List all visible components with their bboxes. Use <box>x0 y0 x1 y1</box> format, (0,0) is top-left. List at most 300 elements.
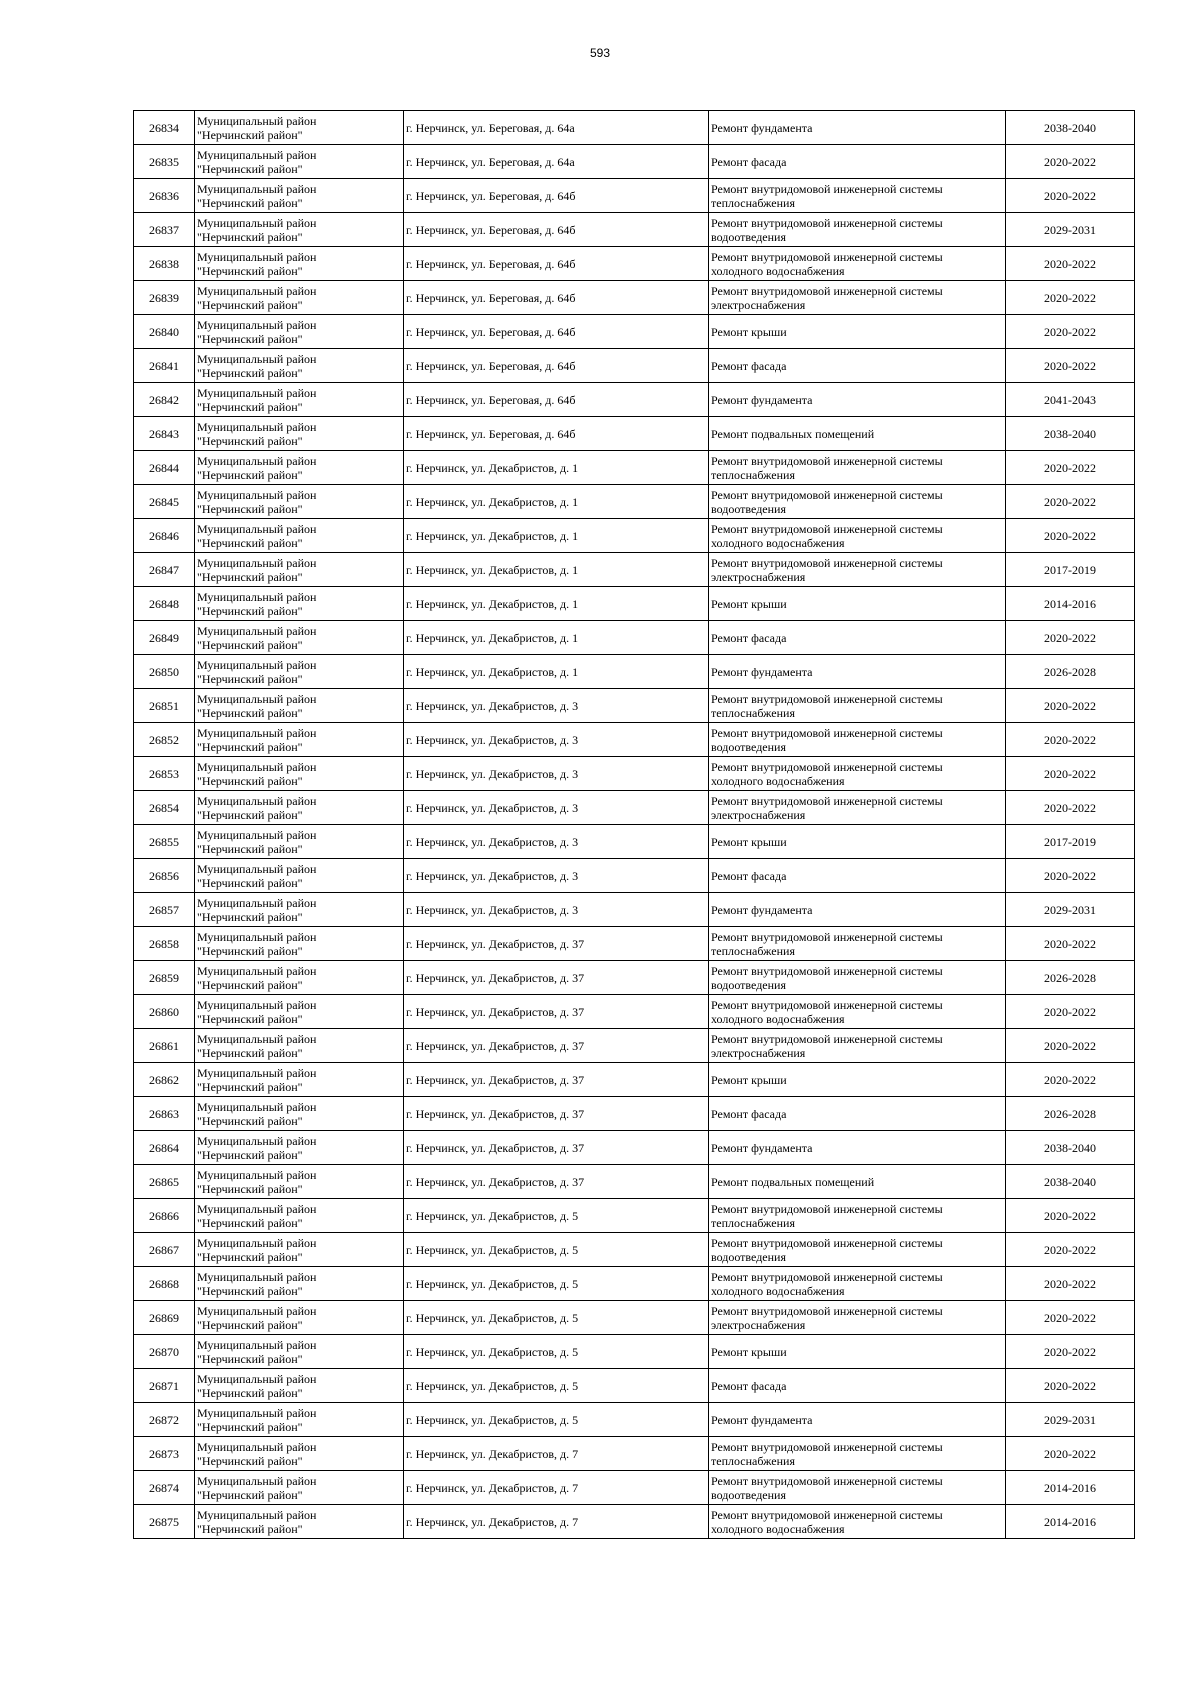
period-cell: 2020-2022 <box>1006 757 1135 791</box>
table-row <box>134 1403 1135 1437</box>
municipality-cell <box>195 1233 404 1267</box>
table-row <box>134 1437 1135 1471</box>
work-type-cell-line: Ремонт фундамента <box>711 392 813 407</box>
municipality-cell <box>195 1199 404 1233</box>
table-row <box>134 587 1135 621</box>
period-cell: 2020-2022 <box>1006 315 1135 349</box>
work-type-cell-line: Ремонт внутридомовой инженерной системы <box>711 283 943 298</box>
address-cell: г. Нерчинск, ул. Декабристов, д. 3 <box>404 689 709 723</box>
row-number-cell: 26835 <box>134 145 195 179</box>
municipality-cell-line: Муниципальный район <box>197 1031 317 1046</box>
table-row <box>134 1267 1135 1301</box>
address-cell: г. Нерчинск, ул. Береговая, д. 64б <box>404 179 709 213</box>
period-cell: 2020-2022 <box>1006 1063 1135 1097</box>
work-type-cell-line: Ремонт фундамента <box>711 664 813 679</box>
work-type-cell-line: Ремонт крыши <box>711 596 787 611</box>
work-type-cell-line: холодного водоснабжения <box>711 535 845 550</box>
row-number-cell: 26844 <box>134 451 195 485</box>
municipality-cell-line: Муниципальный район <box>197 555 317 570</box>
municipality-cell-line: "Нерчинский район" <box>197 229 303 244</box>
period-cell: 2020-2022 <box>1006 621 1135 655</box>
table-row <box>134 1505 1135 1539</box>
municipality-cell-line: Муниципальный район <box>197 589 317 604</box>
row-number-cell: 26845 <box>134 485 195 519</box>
municipality-cell <box>195 1097 404 1131</box>
table-row <box>134 247 1135 281</box>
municipality-cell <box>195 1029 404 1063</box>
municipality-cell-line: Муниципальный район <box>197 657 317 672</box>
work-type-cell <box>709 893 1006 927</box>
work-type-cell-line: электроснабжения <box>711 1045 806 1060</box>
address-cell: г. Нерчинск, ул. Декабристов, д. 7 <box>404 1437 709 1471</box>
municipality-cell-line: Муниципальный район <box>197 1507 317 1522</box>
table-row <box>134 281 1135 315</box>
work-type-cell-line: Ремонт внутридомовой инженерной системы <box>711 759 943 774</box>
work-type-cell-line: холодного водоснабжения <box>711 773 845 788</box>
municipality-cell <box>195 213 404 247</box>
period-cell: 2020-2022 <box>1006 1267 1135 1301</box>
work-type-cell-line: Ремонт фундамента <box>711 1140 813 1155</box>
work-type-cell-line: электроснабжения <box>711 297 806 312</box>
municipality-cell-line: "Нерчинский район" <box>197 1419 303 1434</box>
work-type-cell <box>709 451 1006 485</box>
period-cell: 2026-2028 <box>1006 655 1135 689</box>
work-type-cell <box>709 587 1006 621</box>
address-cell: г. Нерчинск, ул. Декабристов, д. 1 <box>404 587 709 621</box>
address-cell: г. Нерчинск, ул. Береговая, д. 64б <box>404 383 709 417</box>
period-cell: 2020-2022 <box>1006 1335 1135 1369</box>
address-cell: г. Нерчинск, ул. Декабристов, д. 3 <box>404 825 709 859</box>
address-cell: г. Нерчинск, ул. Декабристов, д. 1 <box>404 655 709 689</box>
municipality-cell-line: "Нерчинский район" <box>197 1317 303 1332</box>
work-type-cell-line: Ремонт внутридомовой инженерной системы <box>711 997 943 1012</box>
address-cell: г. Нерчинск, ул. Декабристов, д. 7 <box>404 1471 709 1505</box>
address-cell: г. Нерчинск, ул. Береговая, д. 64б <box>404 349 709 383</box>
period-cell: 2020-2022 <box>1006 1437 1135 1471</box>
work-type-cell-line: Ремонт фасада <box>711 358 787 373</box>
work-type-cell-line: Ремонт внутридомовой инженерной системы <box>711 1507 943 1522</box>
municipality-cell-line: "Нерчинский район" <box>197 535 303 550</box>
municipality-cell-line: "Нерчинский район" <box>197 875 303 890</box>
work-type-cell-line: Ремонт фасада <box>711 630 787 645</box>
municipality-cell <box>195 961 404 995</box>
municipality-cell <box>195 927 404 961</box>
table-row <box>134 927 1135 961</box>
work-type-cell-line: Ремонт внутридомовой инженерной системы <box>711 725 943 740</box>
row-number-cell: 26846 <box>134 519 195 553</box>
address-cell: г. Нерчинск, ул. Декабристов, д. 3 <box>404 723 709 757</box>
period-cell: 2014-2016 <box>1006 587 1135 621</box>
work-type-cell-line: Ремонт крыши <box>711 324 787 339</box>
period-cell: 2029-2031 <box>1006 213 1135 247</box>
table-row <box>134 859 1135 893</box>
municipality-cell-line: "Нерчинский район" <box>197 365 303 380</box>
work-type-cell-line: Ремонт внутридомовой инженерной системы <box>711 691 943 706</box>
row-number-cell: 26865 <box>134 1165 195 1199</box>
municipality-cell-line: Муниципальный район <box>197 1167 317 1182</box>
municipality-cell <box>195 1165 404 1199</box>
work-type-cell <box>709 1437 1006 1471</box>
row-number-cell: 26860 <box>134 995 195 1029</box>
work-type-cell-line: теплоснабжения <box>711 943 795 958</box>
period-cell: 2029-2031 <box>1006 893 1135 927</box>
address-cell: г. Нерчинск, ул. Декабристов, д. 37 <box>404 1029 709 1063</box>
address-cell: г. Нерчинск, ул. Декабристов, д. 3 <box>404 791 709 825</box>
table-row <box>134 621 1135 655</box>
row-number-cell: 26853 <box>134 757 195 791</box>
work-type-cell <box>709 417 1006 451</box>
work-type-cell-line: Ремонт крыши <box>711 1344 787 1359</box>
work-type-cell-line: Ремонт крыши <box>711 1072 787 1087</box>
work-type-cell <box>709 1335 1006 1369</box>
address-cell: г. Нерчинск, ул. Декабристов, д. 37 <box>404 1063 709 1097</box>
address-cell: г. Нерчинск, ул. Береговая, д. 64б <box>404 417 709 451</box>
municipality-cell <box>195 145 404 179</box>
municipality-cell-line: Муниципальный район <box>197 793 317 808</box>
work-type-cell-line: Ремонт внутридомовой инженерной системы <box>711 555 943 570</box>
address-cell: г. Нерчинск, ул. Декабристов, д. 5 <box>404 1267 709 1301</box>
work-type-cell <box>709 1369 1006 1403</box>
work-type-cell-line: теплоснабжения <box>711 705 795 720</box>
period-cell: 2017-2019 <box>1006 553 1135 587</box>
repair-schedule-table <box>133 110 1135 1539</box>
work-type-cell <box>709 485 1006 519</box>
municipality-cell <box>195 1505 404 1539</box>
table-row <box>134 1471 1135 1505</box>
table-row <box>134 179 1135 213</box>
work-type-cell-line: Ремонт внутридомовой инженерной системы <box>711 1439 943 1454</box>
work-type-cell <box>709 111 1006 145</box>
municipality-cell <box>195 247 404 281</box>
work-type-cell <box>709 1471 1006 1505</box>
period-cell: 2020-2022 <box>1006 451 1135 485</box>
municipality-cell <box>195 859 404 893</box>
work-type-cell-line: холодного водоснабжения <box>711 263 845 278</box>
row-number-cell: 26862 <box>134 1063 195 1097</box>
work-type-cell-line: Ремонт фасада <box>711 154 787 169</box>
row-number-cell: 26873 <box>134 1437 195 1471</box>
work-type-cell <box>709 1063 1006 1097</box>
period-cell: 2020-2022 <box>1006 859 1135 893</box>
row-number-cell: 26847 <box>134 553 195 587</box>
municipality-cell-line: Муниципальный район <box>197 1269 317 1284</box>
table-row <box>134 417 1135 451</box>
work-type-cell-line: теплоснабжения <box>711 1215 795 1230</box>
municipality-cell <box>195 655 404 689</box>
municipality-cell <box>195 757 404 791</box>
municipality-cell-line: Муниципальный район <box>197 317 317 332</box>
row-number-cell: 26842 <box>134 383 195 417</box>
municipality-cell <box>195 1301 404 1335</box>
municipality-cell <box>195 791 404 825</box>
municipality-cell-line: Муниципальный район <box>197 1235 317 1250</box>
row-number-cell: 26874 <box>134 1471 195 1505</box>
work-type-cell-line: Ремонт фундамента <box>711 120 813 135</box>
municipality-cell <box>195 1063 404 1097</box>
work-type-cell-line: водоотведения <box>711 501 786 516</box>
municipality-cell-line: "Нерчинский район" <box>197 501 303 516</box>
row-number-cell: 26850 <box>134 655 195 689</box>
address-cell: г. Нерчинск, ул. Декабристов, д. 37 <box>404 961 709 995</box>
table-row <box>134 315 1135 349</box>
table-row <box>134 213 1135 247</box>
row-number-cell: 26866 <box>134 1199 195 1233</box>
address-cell: г. Нерчинск, ул. Декабристов, д. 5 <box>404 1233 709 1267</box>
work-type-cell-line: Ремонт фасада <box>711 1106 787 1121</box>
municipality-cell-line: "Нерчинский район" <box>197 773 303 788</box>
municipality-cell-line: "Нерчинский район" <box>197 807 303 822</box>
municipality-cell <box>195 1267 404 1301</box>
address-cell: г. Нерчинск, ул. Береговая, д. 64б <box>404 315 709 349</box>
work-type-cell <box>709 179 1006 213</box>
municipality-cell-line: "Нерчинский район" <box>197 399 303 414</box>
period-cell: 2020-2022 <box>1006 247 1135 281</box>
row-number-cell: 26856 <box>134 859 195 893</box>
municipality-cell-line: Муниципальный район <box>197 963 317 978</box>
period-cell: 2020-2022 <box>1006 485 1135 519</box>
municipality-cell-line: "Нерчинский район" <box>197 909 303 924</box>
work-type-cell-line: водоотведения <box>711 977 786 992</box>
municipality-cell-line: Муниципальный район <box>197 215 317 230</box>
municipality-cell-line: "Нерчинский район" <box>197 297 303 312</box>
address-cell: г. Нерчинск, ул. Декабристов, д. 37 <box>404 995 709 1029</box>
municipality-cell-line: "Нерчинский район" <box>197 263 303 278</box>
table-row <box>134 111 1135 145</box>
work-type-cell <box>709 1505 1006 1539</box>
row-number-cell: 26837 <box>134 213 195 247</box>
address-cell: г. Нерчинск, ул. Декабристов, д. 5 <box>404 1403 709 1437</box>
work-type-cell-line: Ремонт фасада <box>711 1378 787 1393</box>
row-number-cell: 26834 <box>134 111 195 145</box>
municipality-cell <box>195 519 404 553</box>
row-number-cell: 26863 <box>134 1097 195 1131</box>
work-type-cell <box>709 1233 1006 1267</box>
municipality-cell-line: Муниципальный район <box>197 827 317 842</box>
row-number-cell: 26869 <box>134 1301 195 1335</box>
work-type-cell-line: теплоснабжения <box>711 195 795 210</box>
table-body <box>134 111 1135 1539</box>
municipality-cell-line: "Нерчинский район" <box>197 467 303 482</box>
address-cell: г. Нерчинск, ул. Декабристов, д. 5 <box>404 1369 709 1403</box>
municipality-cell-line: Муниципальный район <box>197 997 317 1012</box>
municipality-cell-line: Муниципальный район <box>197 1371 317 1386</box>
period-cell: 2029-2031 <box>1006 1403 1135 1437</box>
row-number-cell: 26871 <box>134 1369 195 1403</box>
period-cell: 2038-2040 <box>1006 1165 1135 1199</box>
work-type-cell-line: Ремонт фундамента <box>711 1412 813 1427</box>
work-type-cell <box>709 281 1006 315</box>
municipality-cell-line: "Нерчинский район" <box>197 1453 303 1468</box>
table-row <box>134 961 1135 995</box>
municipality-cell-line: "Нерчинский район" <box>197 331 303 346</box>
work-type-cell-line: электроснабжения <box>711 807 806 822</box>
municipality-cell <box>195 485 404 519</box>
table-row <box>134 1369 1135 1403</box>
work-type-cell-line: Ремонт внутридомовой инженерной системы <box>711 793 943 808</box>
municipality-cell-line: Муниципальный район <box>197 283 317 298</box>
municipality-cell-line: "Нерчинский район" <box>197 1215 303 1230</box>
period-cell: 2041-2043 <box>1006 383 1135 417</box>
municipality-cell-line: Муниципальный район <box>197 895 317 910</box>
municipality-cell-line: Муниципальный район <box>197 385 317 400</box>
municipality-cell <box>195 1131 404 1165</box>
period-cell: 2017-2019 <box>1006 825 1135 859</box>
work-type-cell-line: Ремонт внутридомовой инженерной системы <box>711 249 943 264</box>
table-row <box>134 655 1135 689</box>
row-number-cell: 26875 <box>134 1505 195 1539</box>
row-number-cell: 26854 <box>134 791 195 825</box>
work-type-cell <box>709 1131 1006 1165</box>
work-type-cell <box>709 247 1006 281</box>
period-cell: 2020-2022 <box>1006 145 1135 179</box>
municipality-cell-line: "Нерчинский район" <box>197 977 303 992</box>
municipality-cell-line: Муниципальный район <box>197 181 317 196</box>
municipality-cell-line: "Нерчинский район" <box>197 1045 303 1060</box>
municipality-cell-line: Муниципальный район <box>197 759 317 774</box>
municipality-cell-line: Муниципальный район <box>197 487 317 502</box>
work-type-cell <box>709 825 1006 859</box>
table-row <box>134 1029 1135 1063</box>
municipality-cell-line: "Нерчинский район" <box>197 1487 303 1502</box>
municipality-cell-line: "Нерчинский район" <box>197 569 303 584</box>
work-type-cell <box>709 145 1006 179</box>
address-cell: г. Нерчинск, ул. Декабристов, д. 1 <box>404 485 709 519</box>
period-cell: 2020-2022 <box>1006 1301 1135 1335</box>
row-number-cell: 26864 <box>134 1131 195 1165</box>
work-type-cell <box>709 1267 1006 1301</box>
municipality-cell-line: Муниципальный район <box>197 351 317 366</box>
table-row <box>134 451 1135 485</box>
table-row <box>134 553 1135 587</box>
municipality-cell-line: "Нерчинский район" <box>197 1283 303 1298</box>
work-type-cell <box>709 859 1006 893</box>
municipality-cell-line: "Нерчинский район" <box>197 195 303 210</box>
address-cell: г. Нерчинск, ул. Декабристов, д. 5 <box>404 1301 709 1335</box>
period-cell: 2020-2022 <box>1006 995 1135 1029</box>
municipality-cell-line: "Нерчинский район" <box>197 1351 303 1366</box>
municipality-cell <box>195 179 404 213</box>
address-cell: г. Нерчинск, ул. Декабристов, д. 3 <box>404 893 709 927</box>
table-row <box>134 349 1135 383</box>
work-type-cell-line: Ремонт внутридомовой инженерной системы <box>711 1473 943 1488</box>
municipality-cell <box>195 111 404 145</box>
municipality-cell-line: "Нерчинский район" <box>197 603 303 618</box>
row-number-cell: 26855 <box>134 825 195 859</box>
row-number-cell: 26840 <box>134 315 195 349</box>
municipality-cell-line: Муниципальный район <box>197 1303 317 1318</box>
municipality-cell-line: Муниципальный район <box>197 1473 317 1488</box>
row-number-cell: 26843 <box>134 417 195 451</box>
address-cell: г. Нерчинск, ул. Декабристов, д. 1 <box>404 519 709 553</box>
municipality-cell <box>195 383 404 417</box>
row-number-cell: 26838 <box>134 247 195 281</box>
row-number-cell: 26861 <box>134 1029 195 1063</box>
row-number-cell: 26859 <box>134 961 195 995</box>
address-cell: г. Нерчинск, ул. Декабристов, д. 1 <box>404 553 709 587</box>
row-number-cell: 26839 <box>134 281 195 315</box>
municipality-cell-line: Муниципальный район <box>197 1337 317 1352</box>
period-cell: 2020-2022 <box>1006 519 1135 553</box>
work-type-cell-line: холодного водоснабжения <box>711 1521 845 1536</box>
municipality-cell <box>195 621 404 655</box>
work-type-cell <box>709 961 1006 995</box>
work-type-cell <box>709 1403 1006 1437</box>
work-type-cell <box>709 1165 1006 1199</box>
work-type-cell-line: холодного водоснабжения <box>711 1011 845 1026</box>
municipality-cell-line: "Нерчинский район" <box>197 1011 303 1026</box>
table-row <box>134 689 1135 723</box>
table-row <box>134 1335 1135 1369</box>
work-type-cell <box>709 383 1006 417</box>
work-type-cell <box>709 1029 1006 1063</box>
period-cell: 2020-2022 <box>1006 1199 1135 1233</box>
work-type-cell <box>709 519 1006 553</box>
work-type-cell-line: Ремонт внутридомовой инженерной системы <box>711 1235 943 1250</box>
municipality-cell <box>195 893 404 927</box>
municipality-cell <box>195 995 404 1029</box>
municipality-cell-line: "Нерчинский район" <box>197 433 303 448</box>
table-row <box>134 893 1135 927</box>
period-cell: 2020-2022 <box>1006 1029 1135 1063</box>
row-number-cell: 26852 <box>134 723 195 757</box>
table-row <box>134 1131 1135 1165</box>
work-type-cell <box>709 723 1006 757</box>
row-number-cell: 26848 <box>134 587 195 621</box>
work-type-cell-line: Ремонт внутридомовой инженерной системы <box>711 1303 943 1318</box>
address-cell: г. Нерчинск, ул. Декабристов, д. 37 <box>404 1131 709 1165</box>
work-type-cell-line: теплоснабжения <box>711 1453 795 1468</box>
municipality-cell-line: "Нерчинский район" <box>197 705 303 720</box>
municipality-cell <box>195 1403 404 1437</box>
row-number-cell: 26872 <box>134 1403 195 1437</box>
work-type-cell-line: Ремонт внутридомовой инженерной системы <box>711 1201 943 1216</box>
municipality-cell-line: Муниципальный район <box>197 521 317 536</box>
work-type-cell-line: Ремонт внутридомовой инженерной системы <box>711 963 943 978</box>
municipality-cell-line: Муниципальный район <box>197 147 317 162</box>
work-type-cell-line: Ремонт внутридомовой инженерной системы <box>711 1269 943 1284</box>
period-cell: 2020-2022 <box>1006 927 1135 961</box>
municipality-cell <box>195 281 404 315</box>
period-cell: 2038-2040 <box>1006 111 1135 145</box>
work-type-cell <box>709 757 1006 791</box>
municipality-cell-line: Муниципальный район <box>197 1439 317 1454</box>
municipality-cell-line: "Нерчинский район" <box>197 1521 303 1536</box>
work-type-cell <box>709 1199 1006 1233</box>
row-number-cell: 26851 <box>134 689 195 723</box>
work-type-cell <box>709 689 1006 723</box>
work-type-cell <box>709 791 1006 825</box>
municipality-cell-line: "Нерчинский район" <box>197 637 303 652</box>
period-cell: 2014-2016 <box>1006 1505 1135 1539</box>
municipality-cell <box>195 1335 404 1369</box>
table-row <box>134 825 1135 859</box>
table-row <box>134 791 1135 825</box>
work-type-cell-line: водоотведения <box>711 739 786 754</box>
table-row <box>134 1063 1135 1097</box>
period-cell: 2038-2040 <box>1006 1131 1135 1165</box>
municipality-cell <box>195 689 404 723</box>
municipality-cell <box>195 315 404 349</box>
work-type-cell-line: водоотведения <box>711 1487 786 1502</box>
municipality-cell-line: "Нерчинский район" <box>197 1181 303 1196</box>
work-type-cell <box>709 349 1006 383</box>
table-row <box>134 1097 1135 1131</box>
period-cell: 2020-2022 <box>1006 281 1135 315</box>
period-cell: 2020-2022 <box>1006 1233 1135 1267</box>
municipality-cell-line: "Нерчинский район" <box>197 671 303 686</box>
row-number-cell: 26870 <box>134 1335 195 1369</box>
row-number-cell: 26867 <box>134 1233 195 1267</box>
